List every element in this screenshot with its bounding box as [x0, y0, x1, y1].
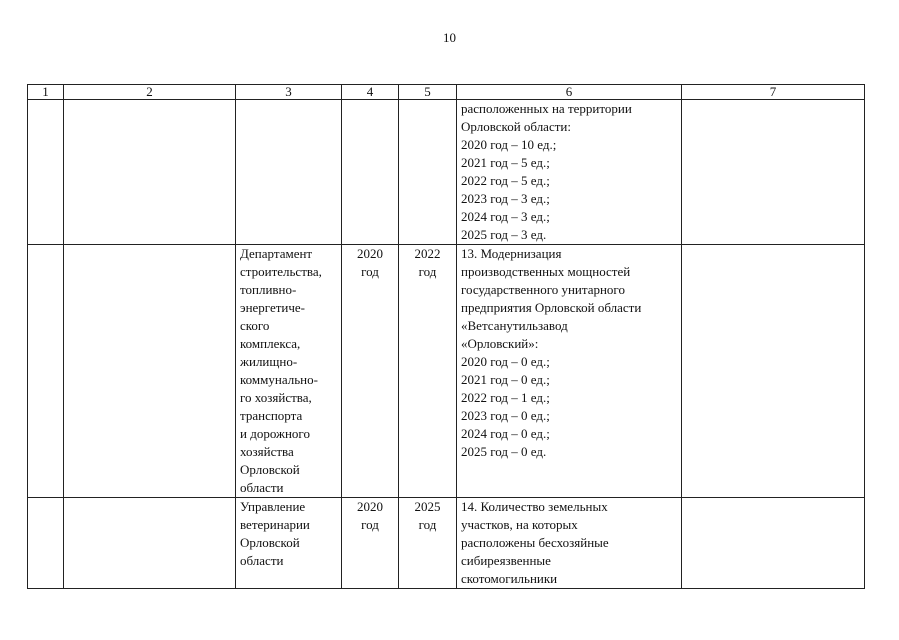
cell-line: хозяйства	[240, 444, 294, 459]
cell-line: «Ветсанутильзавод	[461, 318, 568, 333]
cell-line: и дорожного	[240, 426, 310, 441]
cell-line: 13. Модернизация	[461, 246, 562, 261]
header-cell-1: 1	[28, 85, 64, 100]
cell-line: ского	[240, 318, 270, 333]
row2-col3-lines	[240, 245, 337, 497]
header-cell-5: 5	[399, 85, 457, 100]
cell-line: 2022 год – 1 ед.;	[461, 390, 550, 405]
row3-col4-lines	[346, 498, 394, 534]
cell-line: 2023 год – 0 ед.;	[461, 408, 550, 423]
cell-line: ветеринарии	[240, 517, 310, 532]
cell-line: государственного унитарного	[461, 282, 625, 297]
table-row	[28, 498, 865, 589]
row2-col6	[457, 245, 682, 498]
row2-col7	[682, 245, 865, 498]
table-header-row	[28, 85, 865, 100]
row2-col3	[236, 245, 342, 498]
cell-line: год	[418, 264, 437, 279]
cell-line: Департамент	[240, 246, 313, 261]
row3-col4	[342, 498, 399, 589]
row3-col1	[28, 498, 64, 589]
row3-col6-lines	[461, 498, 677, 588]
row1-col6	[457, 100, 682, 245]
cell-line: Орловской области:	[461, 119, 571, 134]
cell-line: 2025 год – 0 ед.	[461, 444, 547, 459]
row3-col5-lines	[403, 498, 452, 534]
header-cell-2: 2	[64, 85, 236, 100]
cell-line: 14. Количество земельных	[461, 499, 608, 514]
row2-col4	[342, 245, 399, 498]
cell-line: го хозяйства,	[240, 390, 312, 405]
cell-line: области	[240, 553, 284, 568]
page-number: 10	[443, 30, 456, 45]
cell-line: 2021 год – 0 ед.;	[461, 372, 550, 387]
row1-col1	[28, 100, 64, 245]
cell-line: год	[361, 264, 379, 279]
row2-col5-lines	[403, 245, 452, 281]
cell-line: 2022	[414, 246, 441, 261]
cell-line: жилищно-	[240, 354, 298, 369]
cell-line: области	[240, 480, 284, 495]
cell-line: 2025 год – 3 ед.	[461, 227, 547, 242]
cell-line: год	[361, 517, 379, 532]
cell-line: сибиреязвенные	[461, 553, 551, 568]
cell-line: участков, на которых	[461, 517, 578, 532]
cell-line: Орловской	[240, 462, 300, 477]
cell-line: Управление	[240, 499, 306, 514]
table-row	[28, 100, 865, 245]
header-cell-6: 6	[457, 85, 682, 100]
cell-line: 2024 год – 3 ед.;	[461, 209, 550, 224]
header-cell-3: 3	[236, 85, 342, 100]
cell-line: «Орловский»:	[461, 336, 539, 351]
cell-line: топливно-	[240, 282, 297, 297]
cell-line: год	[418, 517, 437, 532]
cell-line: 2020	[357, 499, 383, 514]
cell-line: скотомогильники	[461, 571, 558, 586]
row2-col2	[64, 245, 236, 498]
row1-col2	[64, 100, 236, 245]
row1-col5	[399, 100, 457, 245]
row1-col6-lines	[461, 100, 677, 244]
cell-line: расположены бесхозяйные	[461, 535, 609, 550]
cell-line: энергетиче-	[240, 300, 306, 315]
cell-line: коммунально-	[240, 372, 318, 387]
row2-col6-lines	[461, 245, 677, 461]
cell-line: 2025	[414, 499, 441, 514]
row3-col2	[64, 498, 236, 589]
row1-col4	[342, 100, 399, 245]
row2-col1	[28, 245, 64, 498]
document-table	[27, 84, 865, 589]
cell-line: транспорта	[240, 408, 303, 423]
cell-line: Орловской	[240, 535, 300, 550]
cell-line: 2021 год – 5 ед.;	[461, 155, 550, 170]
row3-col3-lines	[240, 498, 337, 570]
row2-col4-lines	[346, 245, 394, 281]
cell-line: расположенных на территории	[461, 101, 632, 116]
cell-line: 2020 год – 10 ед.;	[461, 137, 557, 152]
cell-line: предприятия Орловской области	[461, 300, 642, 315]
row3-col5	[399, 498, 457, 589]
row1-col3	[236, 100, 342, 245]
cell-line: 2020	[357, 246, 383, 261]
cell-line: 2022 год – 5 ед.;	[461, 173, 550, 188]
cell-line: 2020 год – 0 ед.;	[461, 354, 550, 369]
cell-line: 2023 год – 3 ед.;	[461, 191, 550, 206]
row3-col3	[236, 498, 342, 589]
header-cell-7: 7	[682, 85, 865, 100]
cell-line: комплекса,	[240, 336, 301, 351]
cell-line: строительства,	[240, 264, 322, 279]
table-row	[28, 245, 865, 498]
row3-col7	[682, 498, 865, 589]
cell-line: 2024 год – 0 ед.;	[461, 426, 550, 441]
cell-line: производственных мощностей	[461, 264, 631, 279]
header-cell-4: 4	[342, 85, 399, 100]
row2-col5	[399, 245, 457, 498]
row1-col7	[682, 100, 865, 245]
row3-col6	[457, 498, 682, 589]
